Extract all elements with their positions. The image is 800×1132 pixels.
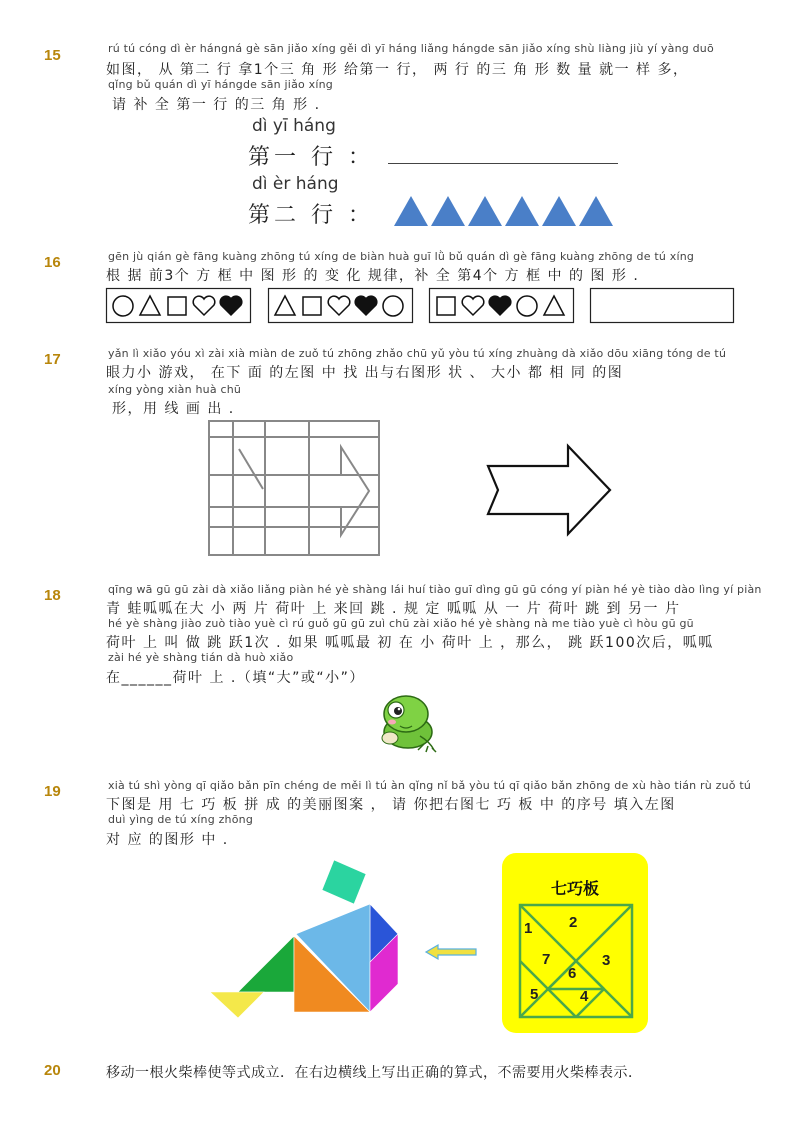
heart-filled-icon — [489, 296, 511, 315]
square-icon — [168, 297, 186, 315]
shape-pattern-boxes — [106, 288, 746, 328]
piece-label-6: 6 — [568, 965, 577, 982]
question-text: 青 蛙呱呱在大 小 两 片 荷叶 上 来回 跳 . 规 定 呱呱 从 一 片 荷叶 跳 到 另一 片 — [106, 601, 681, 617]
question-text: 形，用 线 画 出 . — [112, 401, 235, 417]
pinyin-line: duì yìng de tú xíng zhōng — [108, 813, 253, 826]
heart-filled-icon — [355, 296, 377, 315]
row1-pinyin: dì yī háng — [252, 116, 336, 136]
circle-icon — [517, 296, 537, 316]
pinyin-line: hé yè shàng jiào zuò tiào yuè cì rú guǒ gū gū zuì chū zài xiǎo hé yè shàng nà me tiào yuè cì hòu gū gū — [108, 617, 694, 630]
piece-label-1: 1 — [524, 920, 533, 937]
square-icon — [437, 297, 455, 315]
piece-label-5: 5 — [530, 986, 539, 1003]
answer-blank-line[interactable] — [388, 163, 618, 164]
piece-label-3: 3 — [602, 952, 611, 969]
question-text: 如图， 从 第二 行 拿1个三 角 形 给第一 行， 两 行 的三 角 形 数 量 就一 样 多， — [106, 62, 689, 78]
pinyin-line: yǎn lì xiǎo yóu xì zài xià miàn de zuǒ tú zhōng zhǎo chū yǔ yòu tú xíng zhuàng dà xiǎo dōu xiāng tóng de tú — [108, 347, 727, 360]
row2-pinyin: dì èr háng — [252, 174, 339, 194]
question-text: 移动一根火柴棒使等式成立．在右边横线上写出正确的算式，不需要用火柴棒表示． — [106, 1065, 643, 1081]
question-text: 根 据 前3个 方 框 中 图 形 的 变 化 规律，补 全 第4个 方 框 中 的 图 形 . — [106, 268, 640, 284]
left-arrow-icon — [424, 944, 478, 960]
question-text: 眼力小 游戏， 在下 面 的左图 中 找 出与右图形 状 、 大小 都 相 同 的图 — [106, 365, 624, 381]
question-number-18: 18 — [44, 587, 61, 604]
pinyin-line: rú tú cóng dì èr hángná gè sān jiǎo xíng gěi dì yī háng liǎng hángde sān jiǎo xíng shù liàng jiù yí yàng duō — [108, 42, 714, 55]
answer-box-4[interactable] — [591, 289, 734, 323]
question-text: 对 应 的图形 中 . — [106, 832, 229, 848]
heart-outline-icon — [193, 296, 215, 315]
tangram-yellow-triangle[interactable] — [210, 992, 264, 1018]
row1-label: 第一 行 ： — [248, 145, 374, 170]
frog-icon — [376, 688, 440, 752]
triangle-icon — [544, 296, 564, 315]
question-text: 下图是 用 七 巧 板 拼 成 的美丽图案 ， 请 你把右图七 巧 板 中 的序号 填入左图 — [106, 797, 676, 813]
heart-outline-icon — [328, 296, 350, 315]
tangram-title: 七巧板 — [550, 879, 599, 898]
row2-label: 第二 行 ： — [248, 203, 374, 228]
pinyin-line: gēn jù qián gè fāng kuàng zhōng tú xíng de biàn huà guī lǜ bǔ quán dì gè fāng kuàng zhōng de tú xíng — [108, 250, 695, 263]
square-icon — [303, 297, 321, 315]
triangle-row — [394, 194, 624, 228]
target-arrow-shape — [486, 444, 616, 536]
hint-arrow-shape — [426, 945, 476, 959]
question-number-15: 15 — [44, 47, 61, 64]
piece-label-4: 4 — [580, 988, 589, 1005]
pinyin-line: qǐng bǔ quán dì yī hángde sān jiǎo xíng — [108, 78, 333, 91]
hidden-arrow-grid[interactable] — [207, 419, 382, 559]
triangle-icon — [579, 196, 613, 226]
heart-outline-icon — [462, 296, 484, 315]
triangle-icon — [275, 296, 295, 315]
question-number-16: 16 — [44, 254, 61, 271]
tangram-square[interactable] — [322, 860, 366, 904]
question-number-20: 20 — [44, 1062, 61, 1079]
question-text: 荷叶 上 叫 做 跳 跃1次 . 如果 呱呱最 初 在 小 荷叶 上 ，那么， 跳 跃100次后，呱呱 — [106, 635, 714, 651]
tangram-figure[interactable] — [208, 852, 408, 1022]
triangle-icon — [140, 296, 160, 315]
pinyin-line: xià tú shì yòng qī qiǎo bǎn pīn chéng de měi lì tú àn qǐng nǐ bǎ yòu tú qī qiǎo bǎn zhōng de xù hào tián rù zuǒ tú — [108, 779, 752, 792]
circle-icon — [383, 296, 403, 316]
triangle-icon — [394, 196, 428, 226]
question-number-17: 17 — [44, 351, 61, 368]
triangle-icon — [431, 196, 465, 226]
pinyin-line: xíng yòng xiàn huà chū — [108, 383, 242, 396]
piece-label-7: 7 — [542, 951, 551, 968]
circle-icon — [113, 296, 133, 316]
pinyin-line: zài hé yè shàng tián dà huò xiǎo — [108, 651, 294, 664]
question-text: 请 补 全 第一 行 的三 角 形 . — [112, 97, 321, 113]
heart-filled-icon — [220, 296, 242, 315]
triangle-icon — [505, 196, 539, 226]
question-text: 在______荷叶 上 .（填“大”或“小”） — [106, 670, 365, 686]
question-number-19: 19 — [44, 783, 61, 800]
tangram-green-triangle[interactable] — [238, 936, 294, 992]
triangle-icon — [468, 196, 502, 226]
pinyin-line: qīng wā gū gū zài dà xiǎo liǎng piàn hé yè shàng lái huí tiào guī dìng gū gū cóng yí piàn hé yè tiào dào lìng yí piàn — [108, 583, 762, 596]
piece-label-2: 2 — [569, 914, 578, 931]
triangle-icon — [542, 196, 576, 226]
